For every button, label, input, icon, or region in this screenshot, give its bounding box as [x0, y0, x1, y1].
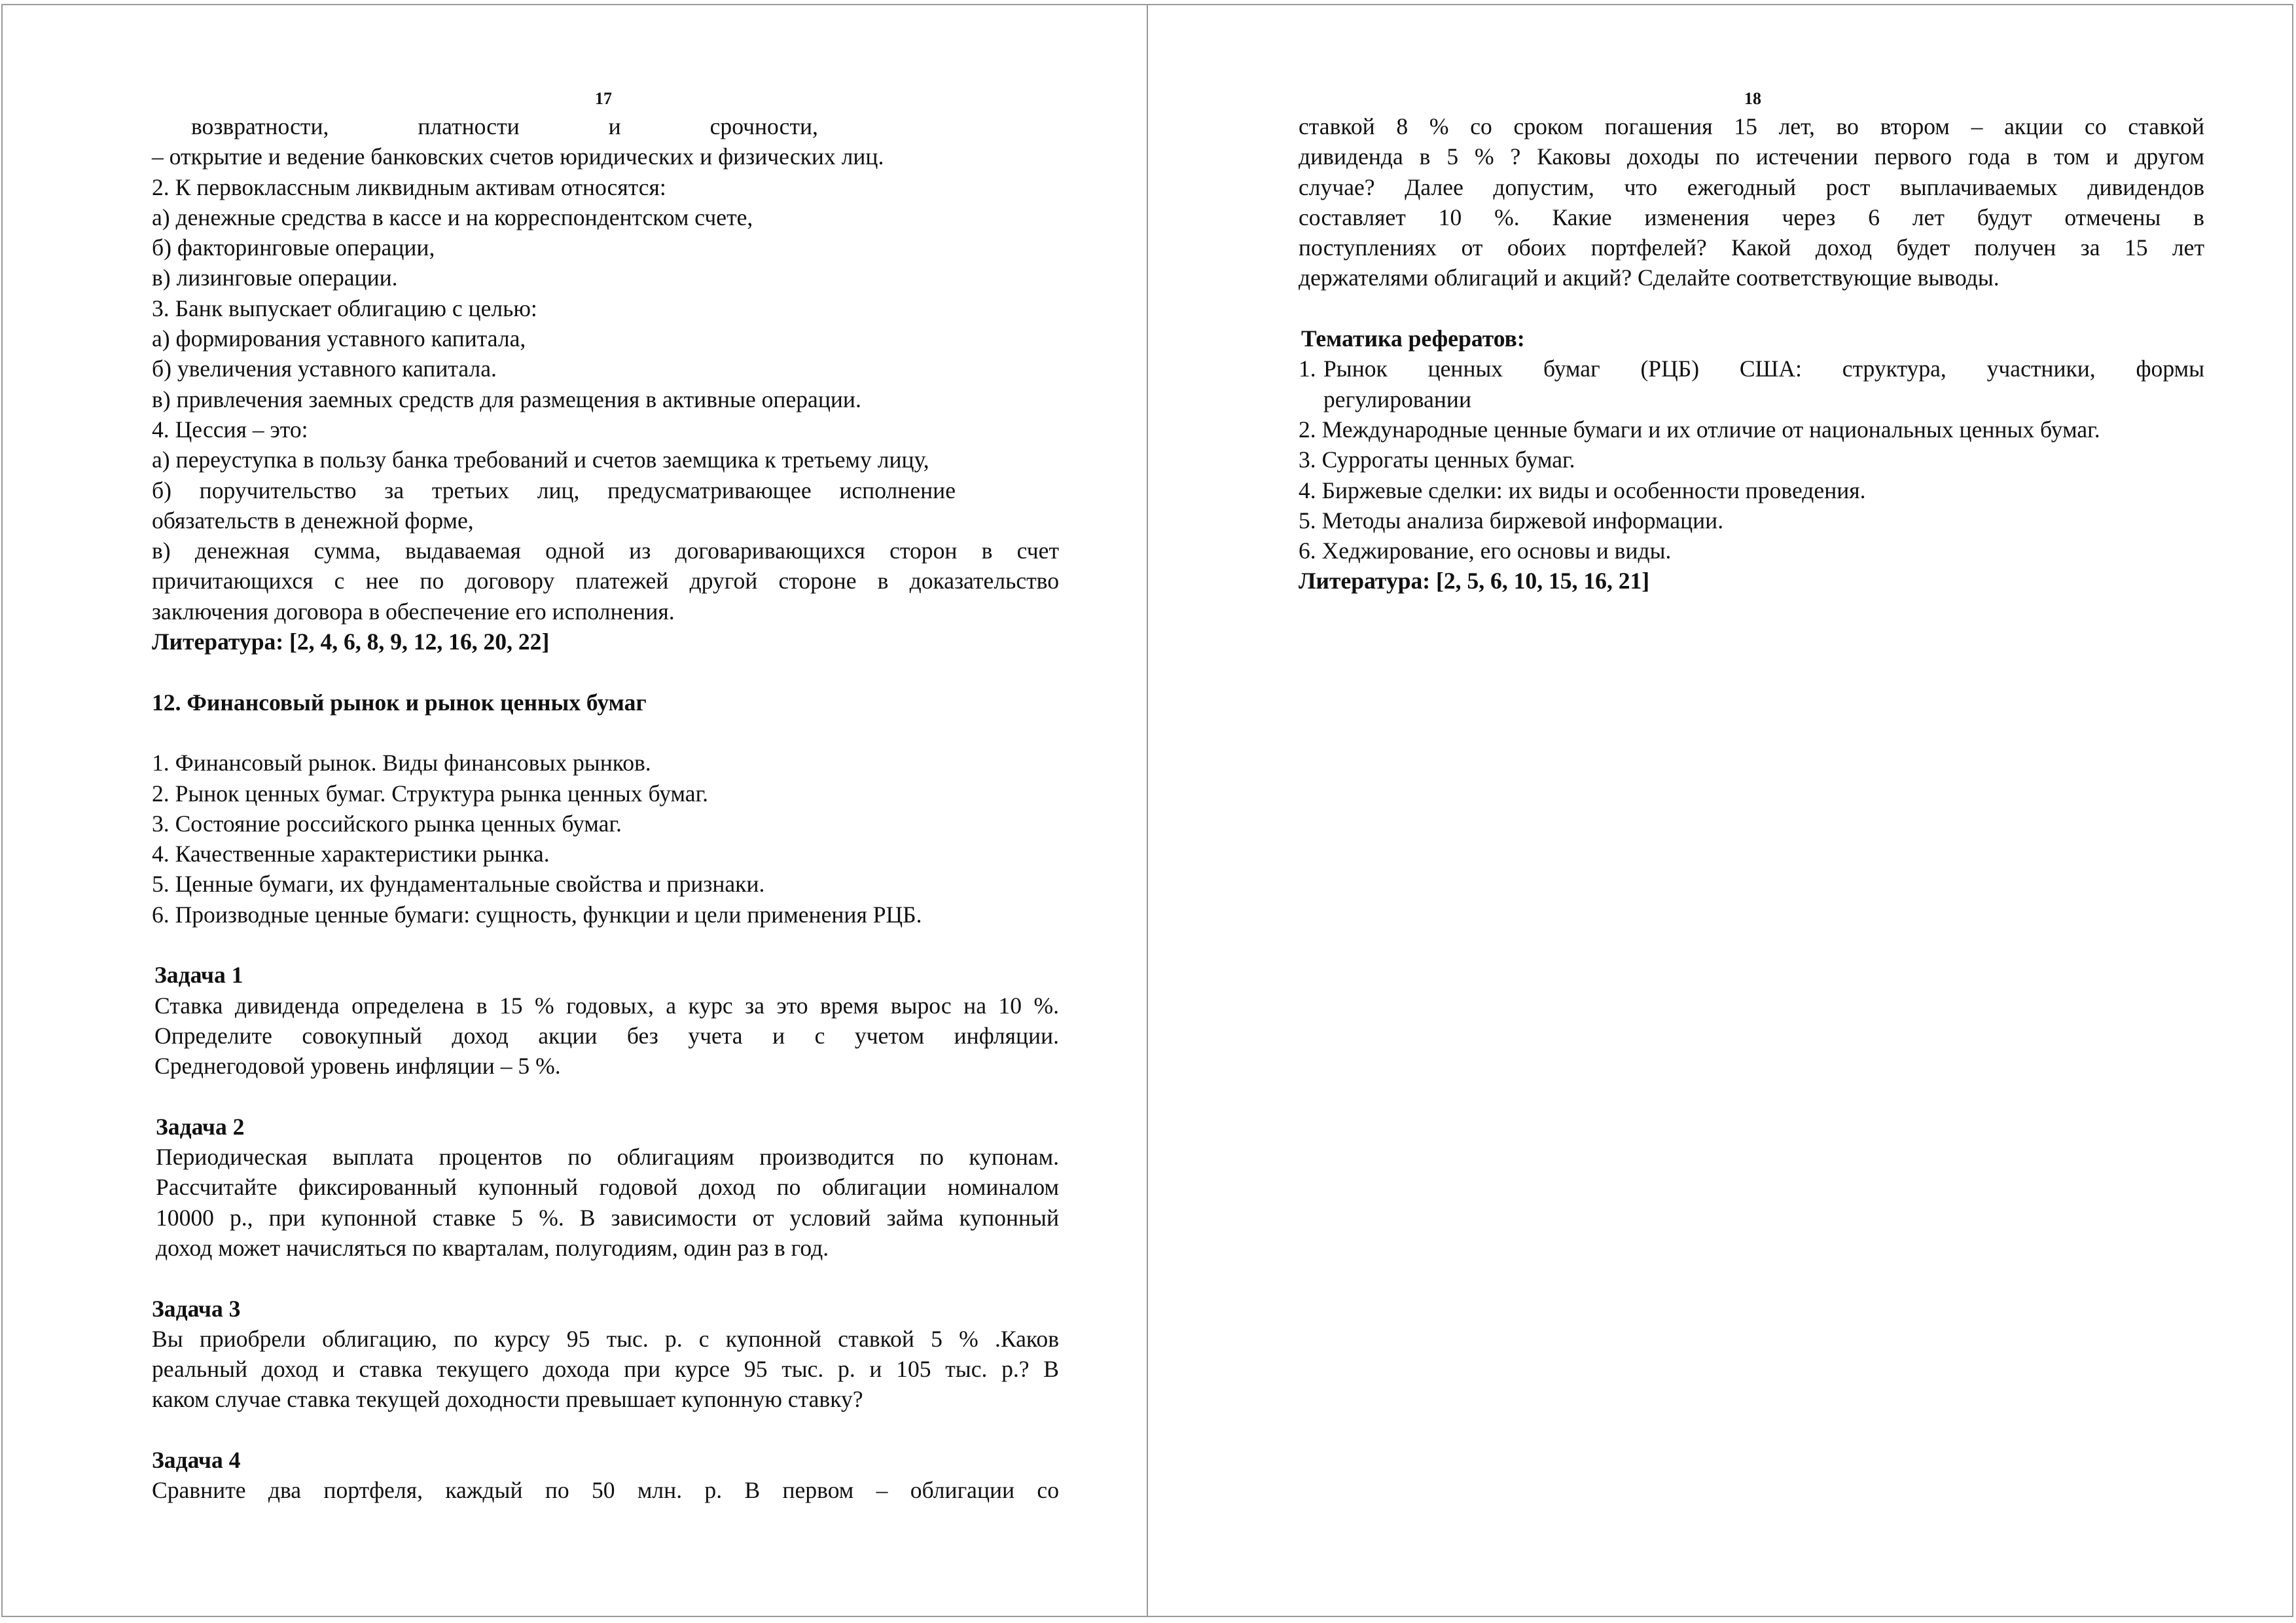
word: платности — [418, 113, 520, 139]
task-title: Задача 3 — [152, 1295, 241, 1322]
task-text: ставкой 8 % со сроком погашения 15 лет, во втором – акции со ставкой — [1299, 113, 2204, 139]
question-4: 4. Цессия – это: — [152, 416, 308, 443]
page-17 — [1, 4, 1149, 1617]
answer-option: б) увеличения уставного капитала. — [152, 356, 497, 382]
essay-item: 5. Методы анализа биржевой информации. — [1299, 507, 1724, 534]
task-title: Задача 2 — [156, 1113, 245, 1140]
task-title: Задача 4 — [152, 1447, 241, 1474]
topic-item: 4. Качественные характеристики рынка. — [152, 841, 550, 867]
answer-option: в) привлечения заемных средств для размещения в активные операции. — [152, 386, 861, 412]
task-title: Задача 1 — [154, 962, 243, 989]
task-text: Ставка дивиденда определена в 15 % годовых, а курс за это время вырос на 10 %. — [154, 992, 1059, 1019]
task-text: случае? Далее допустим, что ежегодный рост выплачиваемых дивидендов — [1299, 173, 2204, 200]
word: и — [608, 113, 621, 139]
task-text: Определите совокупный доход акции без учета и с учетом инфляции. — [154, 1022, 1059, 1049]
page-18 — [1147, 4, 2293, 1617]
answer-option: б) поручительство за третьих лиц, предусматривающее исполнение — [152, 477, 956, 503]
answer-option: в) денежная сумма, выдаваемая одной из договаривающихся сторон в счет — [152, 538, 1059, 564]
task-text: Вы приобрели облигацию, по курсу 95 тыс. р. с купонной ставкой 5 % .Каков — [152, 1325, 1059, 1352]
task-text: каком случае ставка текущей доходности превышает купонную ставку? — [152, 1386, 863, 1413]
essay-text: Рынок ценных бумаг (РЦБ) США: структура, участники, формы — [1323, 356, 2204, 382]
essay-number: 1. — [1299, 356, 1316, 382]
topic-item: 6. Производные ценные бумаги: сущность, функции и цели применения РЦБ. — [152, 901, 922, 928]
essay-item: 6. Хеджирование, его основы и виды. — [1299, 538, 1672, 564]
literature-list: Литература: [2, 5, 6, 10, 15, 16, 21] — [1299, 568, 1650, 594]
task-text: реальный доход и ставка текущего дохода при курсе 95 тыс. р. и 105 тыс. р.? В — [152, 1356, 1059, 1383]
topic-item: 2. Рынок ценных бумаг. Структура рынка ценных бумаг. — [152, 780, 709, 807]
essay-item: 4. Биржевые сделки: их виды и особенности проведения. — [1299, 477, 1866, 503]
question-2: 2. К первоклассным ликвидным активам относятся: — [152, 173, 666, 200]
answer-option-cont: обязательств в денежной форме, — [152, 507, 474, 534]
answer-option: а) денежные средства в кассе и на корреспондентском счете, — [152, 204, 753, 230]
literature-list: Литература: [2, 4, 6, 8, 9, 12, 16, 20, 22] — [152, 629, 550, 655]
essay-item: 2. Международные ценные бумаги и их отличие от национальных ценных бумаг. — [1299, 416, 2100, 443]
task-text: Среднегодовой уровень инфляции – 5 %. — [154, 1053, 561, 1080]
page-number: 18 — [1744, 89, 1761, 108]
answer-option-cont: заключения договора в обеспечение его исполнения. — [152, 598, 675, 625]
word: срочности, — [709, 113, 818, 139]
task-text: Периодическая выплата процентов по облигациям производится по купонам. — [156, 1144, 1059, 1171]
topic-item: 5. Ценные бумаги, их фундаментальные свойства и признаки. — [152, 871, 765, 898]
essay-text-cont: регулировании — [1323, 386, 1472, 412]
essays-title: Тематика рефератов: — [1301, 325, 1525, 352]
page-18-content — [1299, 111, 2204, 596]
topic-item: 1. Финансовый рынок. Виды финансовых рынков. — [152, 750, 651, 776]
word: возвратности, — [191, 113, 329, 139]
answer-option: б) факторинговые операции, — [152, 234, 435, 261]
essay-item — [1299, 354, 2204, 384]
question-3: 3. Банк выпускает облигацию с целью: — [152, 295, 537, 321]
answer-option: а) переуступка в пользу банка требований и счетов заемщика к третьему лицу, — [152, 447, 929, 473]
task-text: 10000 р., при купонной ставке 5 %. В зависимости от условий займа купонный — [156, 1204, 1059, 1231]
task-text: поступлениях от обоих портфелей? Какой доход будет получен за 15 лет — [1299, 234, 2204, 261]
page-17-content — [152, 111, 1059, 1506]
task-text: дивиденда в 5 % ? Каковы доходы по истечении первого года в том и другом — [1299, 143, 2204, 170]
text-line: – открытие и ведение банковских счетов юридических и физических лиц. — [152, 143, 884, 170]
task-text: составляет 10 %. Какие изменения через 6 лет будут отмечены в — [1299, 204, 2204, 230]
top-line — [152, 111, 818, 141]
essay-item: 3. Суррогаты ценных бумаг. — [1299, 447, 1575, 473]
task-text: доход может начисляться по кварталам, полугодиям, один раз в год. — [156, 1234, 829, 1261]
topic-item: 3. Состояние российского рынка ценных бумаг. — [152, 810, 622, 837]
answer-option: в) лизинговые операции. — [152, 264, 398, 291]
page-number: 17 — [595, 89, 612, 108]
section-title: 12. Финансовый рынок и рынок ценных бумаг — [152, 689, 647, 716]
task-text: Сравните два портфеля, каждый по 50 млн. р. В первом – облигации со — [152, 1477, 1059, 1504]
answer-option-cont: причитающихся с нее по договору платежей другой стороне в доказательство — [152, 568, 1059, 594]
task-text: держателями облигаций и акций? Сделайте соответствующие выводы. — [1299, 264, 2000, 291]
task-text: Рассчитайте фиксированный купонный годовой доход по облигации номиналом — [156, 1174, 1059, 1201]
answer-option: а) формирования уставного капитала, — [152, 325, 526, 352]
